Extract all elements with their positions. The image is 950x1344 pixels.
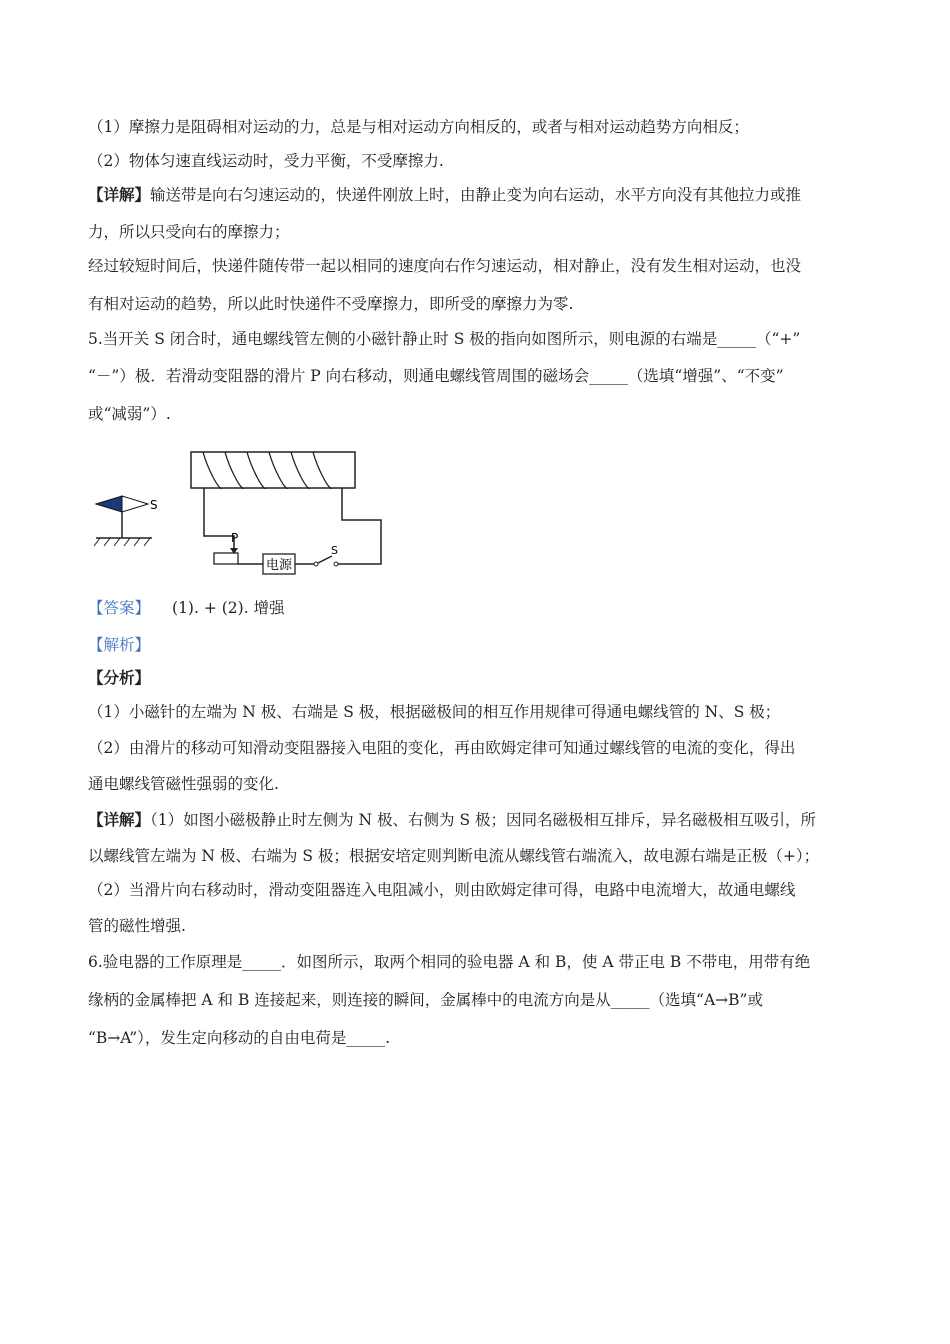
question-6: 6.验电器的工作原理是_____．如图所示，取两个相同的验电器 A 和 B，使 A 带正电 B 不带电，用带有绝 (88, 953, 811, 971)
question-6: 缘柄的金属棒把 A 和 B 连接起来，则连接的瞬间，金属棒中的电流方向是从_____（选填“A→B”或 (88, 991, 763, 1009)
text-line: （2）物体匀速直线运动时，受力平衡，不受摩擦力. (88, 152, 444, 170)
section-tag: 【详解】 (88, 810, 151, 829)
compass-needle (94, 496, 158, 546)
section-tag: 【分析】 (88, 668, 151, 687)
circuit-diagram (88, 440, 398, 580)
question-5: “－”）极．若滑动变阻器的滑片 P 向右移动，则通电螺线管周围的磁场会_____（选填“增强”、“不变” (88, 367, 784, 385)
text-line (88, 810, 816, 830)
text-line: 管的磁性增强. (88, 917, 186, 935)
text-line (88, 185, 801, 205)
text-line: （1）小磁针的左端为 N 极、右端是 S 极，根据磁极间的相互作用规律可得通电螺线管的 N、S 极； (88, 703, 781, 721)
text-line: 力，所以只受向右的摩擦力； (88, 223, 290, 241)
text-line: 通电螺线管磁性强弱的变化. (88, 775, 279, 793)
text-line: （2）当滑片向右移动时，滑动变阻器连入电阻减小，则由欧姆定律可得，电路中电流增大，故通电螺线 (88, 881, 796, 899)
text-line: （2）由滑片的移动可知滑动变阻器接入电阻的变化，再由欧姆定律可知通过螺线管的电流的变化，得出 (88, 739, 796, 757)
needle-label: S (150, 498, 158, 512)
text-line: 以螺线管左端为 N 极、右端为 S 极；根据安培定则判断电流从螺线管右端流入，故电源右端是正极（+）； (88, 847, 820, 865)
question-5: 或“减弱”）. (88, 405, 171, 423)
battery-label: 电源 (265, 558, 293, 573)
answer-tag: 【答案】 (88, 599, 151, 617)
text-line: 有相对运动的趋势，所以此时快递件不受摩擦力，即所受的摩擦力为零. (88, 295, 574, 313)
section-tag: 【详解】 (88, 185, 151, 204)
switch-contact (334, 562, 338, 566)
analysis-tag: 【解析】 (88, 636, 151, 654)
text-line: （1）摩擦力是阻碍相对运动的力，总是与相对运动方向相反的，或者与相对运动趋势方向相反； (88, 118, 749, 136)
rheostat (214, 553, 238, 564)
switch-contact (314, 562, 318, 566)
answer-line (88, 598, 285, 618)
question-6: “B→A”），发生定向移动的自由电荷是_____. (88, 1029, 391, 1047)
text-line: 经过较短时间后，快递件随传带一起以相同的速度向右作匀速运动，相对静止，没有发生相对运动，也没 (88, 257, 802, 275)
answer-text: (1). + (2). 增强 (172, 599, 285, 617)
question-5: 5.当开关 S 闭合时，通电螺线管左侧的小磁针静止时 S 极的指向如图所示，则电源的右端是_____（“+” (88, 330, 801, 348)
slider-label: P (231, 531, 239, 545)
text-span: （1）如图小磁极静止时左侧为 N 极、右侧为 S 极；因同名磁极相互排斥，异名磁极相互吸引，所 (150, 811, 817, 829)
switch-label: S (331, 544, 338, 557)
text-span: 输送带是向右匀速运动的，快递件刚放上时，由静止变为向右运动，水平方向没有其他拉力或推 (150, 186, 802, 204)
solenoid (191, 452, 355, 488)
